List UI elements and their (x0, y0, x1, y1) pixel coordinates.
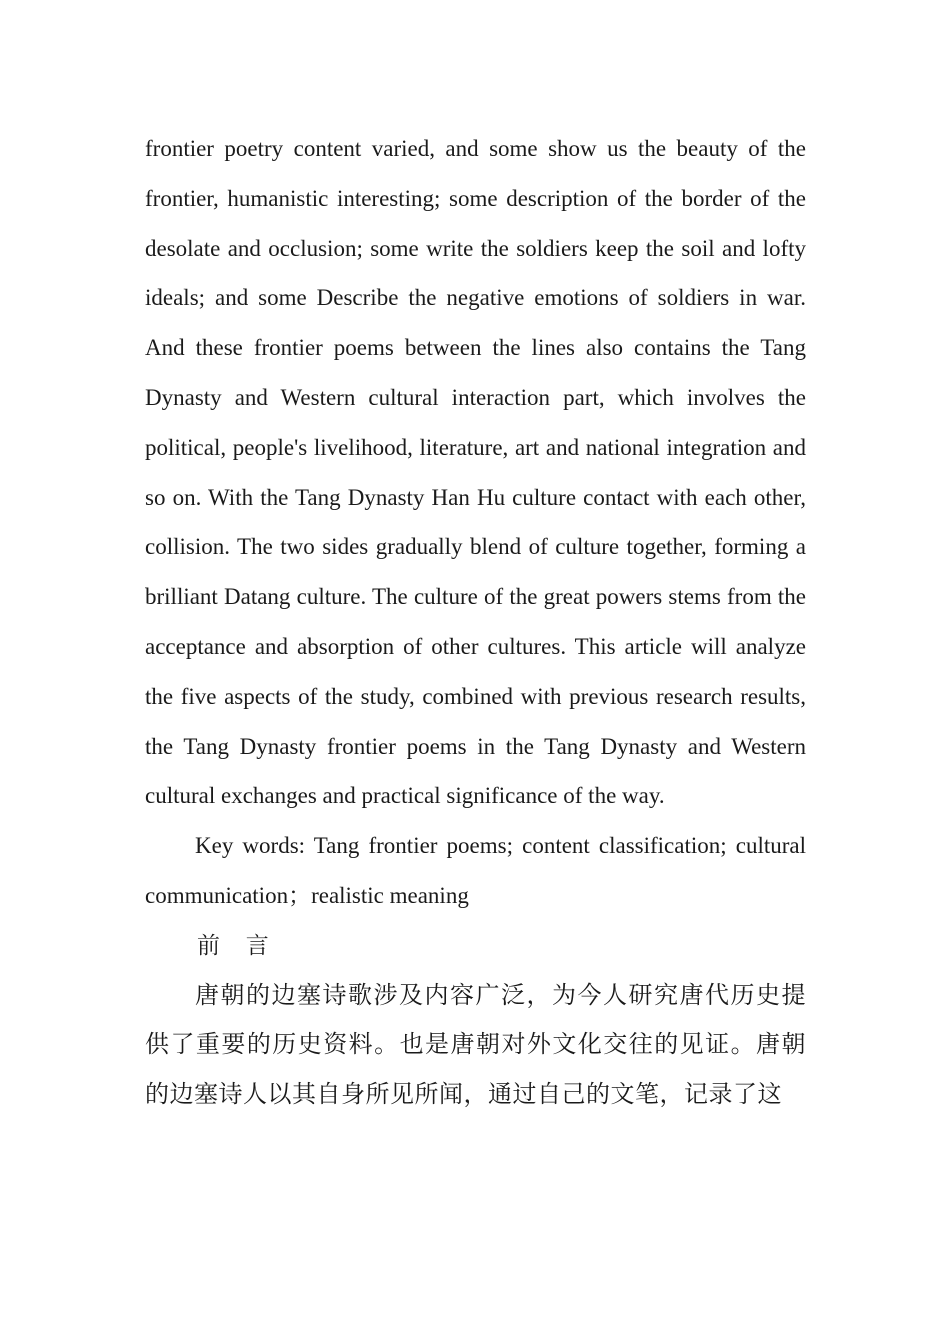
keywords-paragraph: Key words: Tang frontier poems; content classification; cultural communication；realistic meaning (145, 833, 806, 908)
page-content (145, 124, 806, 1120)
preface-paragraph: 唐朝的边塞诗歌涉及内容广泛，为今人研究唐代历史提供了重要的历史资料。也是唐朝对外文化交往的见证。唐朝的边塞诗人以其自身所见所闻，通过自己的文笔，记录了这 (145, 980, 806, 1109)
preface-heading: 前 言 (197, 932, 279, 958)
abstract-paragraph: frontier poetry content varied, and some show us the beauty of the frontier, humanistic interesting; some description of the border of the desolate and occlusion; some write the soldiers keep the soil and lofty ideals; and some Describe the negative emotions of soldiers in war. And these frontier poems between the lines also contains the Tang Dynasty and Western cultural interaction part, which involves the political, people's livelihood, literature, art and national integration and so on. With the Tang Dynasty Han Hu culture contact with each other, collision. The two sides gradually blend of culture together, forming a brilliant Datang culture. The culture of the great powers stems from the acceptance and absorption of other cultures. This article will analyze the five aspects of the study, combined with previous research results, the Tang Dynasty frontier poems in the Tang Dynasty and Western cultural exchanges and practical significance of the way. (145, 136, 806, 809)
